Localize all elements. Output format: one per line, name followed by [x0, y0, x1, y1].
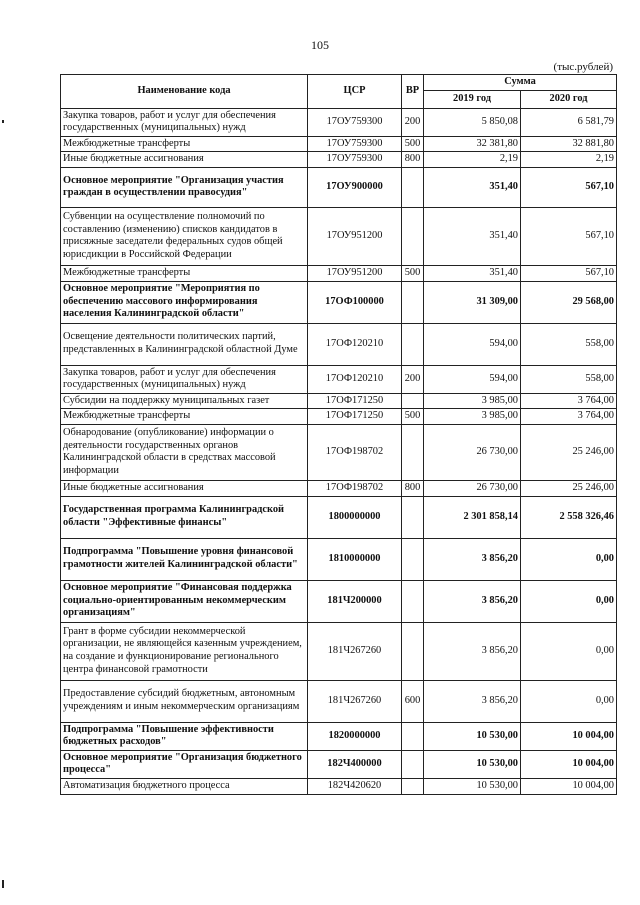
row-2020: 3 764,00	[521, 393, 617, 409]
row-csr: 182Ч400000	[308, 750, 402, 778]
row-csr: 17ОУ951200	[308, 265, 402, 281]
row-2020: 29 568,00	[521, 281, 617, 323]
table-row	[61, 480, 617, 496]
row-2020: 10 004,00	[521, 778, 617, 794]
row-csr: 17ОУ759300	[308, 152, 402, 168]
row-name: Субвенции на осуществление полномочий по составлению (изменению) списков кандидатов в присяжные заседатели федеральных судов общей юрисдикции в Российской Федерации	[61, 207, 308, 265]
row-2019: 3 856,20	[424, 622, 521, 680]
units-label: (тыс.рублей)	[553, 61, 613, 73]
row-vr	[402, 281, 424, 323]
row-csr: 17ОФ171250	[308, 409, 402, 425]
header-vr: ВР	[402, 75, 424, 109]
margin-mark	[2, 120, 4, 123]
row-2020: 3 764,00	[521, 409, 617, 425]
row-2019: 10 530,00	[424, 750, 521, 778]
row-vr: 800	[402, 480, 424, 496]
row-2020: 10 004,00	[521, 750, 617, 778]
row-2019: 3 856,20	[424, 680, 521, 722]
table-row	[61, 393, 617, 409]
row-2020: 2,19	[521, 152, 617, 168]
row-2019: 2 301 858,14	[424, 496, 521, 538]
table-row	[61, 152, 617, 168]
row-csr: 17ОФ100000	[308, 281, 402, 323]
table-row	[61, 409, 617, 425]
row-vr	[402, 778, 424, 794]
row-vr	[402, 580, 424, 622]
row-name: Закупка товаров, работ и услуг для обеспечения государственных (муниципальных) нужд	[61, 108, 308, 136]
row-2019: 31 309,00	[424, 281, 521, 323]
table-row	[61, 207, 617, 265]
table-row	[61, 580, 617, 622]
row-csr: 17ОУ759300	[308, 108, 402, 136]
table-row	[61, 265, 617, 281]
row-name: Межбюджетные трансферты	[61, 409, 308, 425]
row-2020: 567,10	[521, 265, 617, 281]
row-csr: 181Ч267260	[308, 622, 402, 680]
row-csr: 182Ч420620	[308, 778, 402, 794]
row-2019: 26 730,00	[424, 480, 521, 496]
row-csr: 181Ч200000	[308, 580, 402, 622]
row-2019: 3 856,20	[424, 580, 521, 622]
row-csr: 17ОФ198702	[308, 480, 402, 496]
row-2019: 10 530,00	[424, 778, 521, 794]
row-2020: 25 246,00	[521, 480, 617, 496]
row-csr: 17ОФ120210	[308, 365, 402, 393]
row-csr: 17ОУ900000	[308, 167, 402, 207]
row-2019: 10 530,00	[424, 722, 521, 750]
row-vr	[402, 622, 424, 680]
row-csr: 1800000000	[308, 496, 402, 538]
row-2020: 0,00	[521, 680, 617, 722]
row-name: Предоставление субсидий бюджетным, автономным учреждениям и иным некоммерческим организациям	[61, 680, 308, 722]
row-2020: 567,10	[521, 167, 617, 207]
row-csr: 17ОФ198702	[308, 424, 402, 480]
row-name: Закупка товаров, работ и услуг для обеспечения государственных (муниципальных) нужд	[61, 365, 308, 393]
row-csr: 181Ч267260	[308, 680, 402, 722]
row-2019: 594,00	[424, 365, 521, 393]
row-2019: 351,40	[424, 167, 521, 207]
table-row	[61, 538, 617, 580]
row-2019: 351,40	[424, 265, 521, 281]
header-csr: ЦСР	[308, 75, 402, 109]
table-row	[61, 496, 617, 538]
table-row	[61, 680, 617, 722]
row-vr: 500	[402, 136, 424, 152]
table-row	[61, 424, 617, 480]
row-csr: 1820000000	[308, 722, 402, 750]
row-vr: 500	[402, 409, 424, 425]
row-vr	[402, 496, 424, 538]
row-2020: 0,00	[521, 580, 617, 622]
row-vr	[402, 424, 424, 480]
row-csr: 17ОУ759300	[308, 136, 402, 152]
row-2019: 32 381,80	[424, 136, 521, 152]
row-2019: 2,19	[424, 152, 521, 168]
row-name: Иные бюджетные ассигнования	[61, 152, 308, 168]
row-name: Межбюджетные трансферты	[61, 265, 308, 281]
row-2020: 0,00	[521, 538, 617, 580]
header-2020: 2020 год	[521, 90, 617, 108]
row-vr: 800	[402, 152, 424, 168]
row-2019: 26 730,00	[424, 424, 521, 480]
row-name: Освещение деятельности политических партий, представленных в Калининградской областной Думе	[61, 323, 308, 365]
row-name: Подпрограмма "Повышение эффективности бюджетных расходов"	[61, 722, 308, 750]
margin-mark	[2, 880, 4, 888]
table-row	[61, 722, 617, 750]
row-2020: 0,00	[521, 622, 617, 680]
table-row	[61, 167, 617, 207]
table-row	[61, 778, 617, 794]
row-name: Основное мероприятие "Организация участия граждан в осуществлении правосудия"	[61, 167, 308, 207]
row-vr	[402, 722, 424, 750]
row-name: Автоматизация бюджетного процесса	[61, 778, 308, 794]
row-2019: 5 850,08	[424, 108, 521, 136]
table-row	[61, 622, 617, 680]
row-2020: 2 558 326,46	[521, 496, 617, 538]
row-vr: 600	[402, 680, 424, 722]
row-vr: 200	[402, 108, 424, 136]
row-2019: 3 985,00	[424, 409, 521, 425]
table-row	[61, 136, 617, 152]
row-2020: 25 246,00	[521, 424, 617, 480]
row-csr: 17ОФ171250	[308, 393, 402, 409]
row-name: Обнародование (опубликование) информации о деятельности государственных органов Калининградской области в средствах массовой информации	[61, 424, 308, 480]
row-vr: 500	[402, 265, 424, 281]
row-2019: 351,40	[424, 207, 521, 265]
budget-table	[60, 74, 617, 795]
row-2019: 3 985,00	[424, 393, 521, 409]
table-row	[61, 323, 617, 365]
row-vr: 200	[402, 365, 424, 393]
table-row	[61, 108, 617, 136]
row-vr	[402, 393, 424, 409]
row-name: Основное мероприятие "Финансовая поддержка социально-ориентированным некоммерческим организациям"	[61, 580, 308, 622]
header-2019: 2019 год	[424, 90, 521, 108]
row-name: Грант в форме субсидии некоммерческой организации, не являющейся казенным учреждением, на создание и функционирование регионального центра финансовой грамотности	[61, 622, 308, 680]
row-name: Основное мероприятие "Мероприятия по обеспечению массового информирования населения Калининградской области"	[61, 281, 308, 323]
row-2020: 558,00	[521, 365, 617, 393]
header-sum: Сумма	[424, 75, 617, 91]
row-2020: 558,00	[521, 323, 617, 365]
row-name: Субсидии на поддержку муниципальных газет	[61, 393, 308, 409]
table-row	[61, 750, 617, 778]
row-vr	[402, 750, 424, 778]
row-name: Межбюджетные трансферты	[61, 136, 308, 152]
row-name: Иные бюджетные ассигнования	[61, 480, 308, 496]
page-number: 105	[311, 38, 329, 52]
row-vr	[402, 323, 424, 365]
table-body	[61, 108, 617, 794]
row-2020: 6 581,79	[521, 108, 617, 136]
row-2020: 32 881,80	[521, 136, 617, 152]
header-name: Наименование кода	[61, 75, 308, 109]
row-csr: 1810000000	[308, 538, 402, 580]
row-vr	[402, 538, 424, 580]
row-vr	[402, 167, 424, 207]
row-name: Государственная программа Калининградской области "Эффективные финансы"	[61, 496, 308, 538]
row-vr	[402, 207, 424, 265]
row-name: Подпрограмма "Повышение уровня финансовой грамотности жителей Калининградской области"	[61, 538, 308, 580]
row-2019: 594,00	[424, 323, 521, 365]
table-row	[61, 281, 617, 323]
row-name: Основное мероприятие "Организация бюджетного процесса"	[61, 750, 308, 778]
row-csr: 17ОУ951200	[308, 207, 402, 265]
row-2020: 567,10	[521, 207, 617, 265]
row-2019: 3 856,20	[424, 538, 521, 580]
table-row	[61, 365, 617, 393]
row-2020: 10 004,00	[521, 722, 617, 750]
row-csr: 17ОФ120210	[308, 323, 402, 365]
